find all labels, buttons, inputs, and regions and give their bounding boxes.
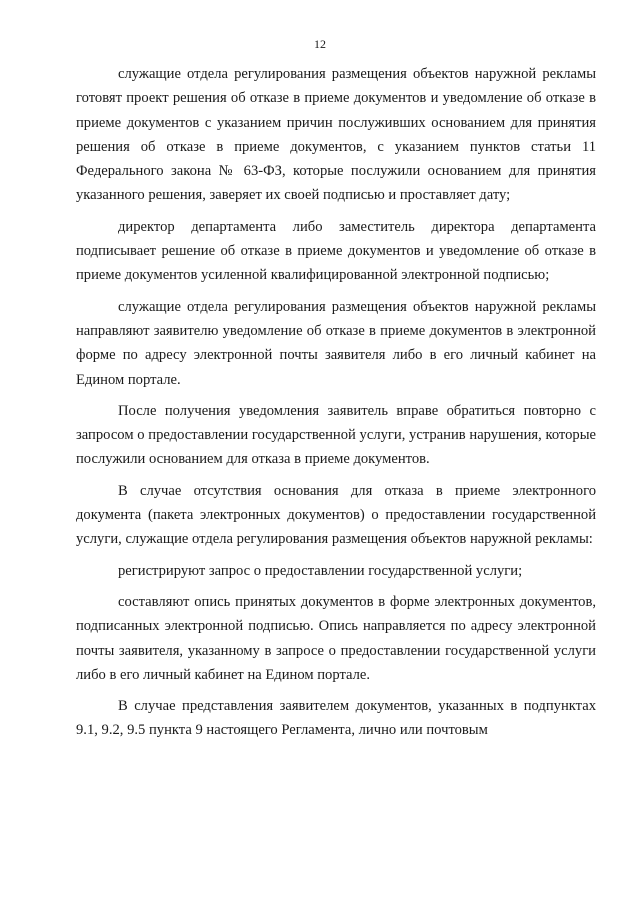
paragraph-8: В случае представления заявителем документов, указанных в подпунктах 9.1, 9.2, 9.5 пункта 9 настоящего Регламента, лично или почтовым	[76, 698, 596, 739]
paragraph-6: регистрируют запрос о предоставлении государственной услуги;	[118, 562, 523, 579]
paragraph-7: составляют опись принятых документов в форме электронных документов, подписанных электронной подписью. Опись направляется по адресу электронной почты заявителя, указанному в запросе о предоставлении государственной услуги либо в его личный кабинет на Едином портале.	[76, 593, 596, 683]
paragraph-2: директор департамента либо заместитель директора департамента подписывает решение об отказе в приеме документов и уведомление об отказе в приеме документов усиленной квалифицированной электронной подписью;	[76, 218, 596, 284]
paragraph-5: В случае отсутствия основания для отказа в приеме электронного документа (пакета электронных документов) о предоставлении государственной услуги, служащие отдела регулирования размещения объектов наружной рекламы:	[76, 482, 596, 548]
paragraph-3: служащие отдела регулирования размещения объектов наружной рекламы направляют заявителю уведомление об отказе в приеме документов в электронной форме по адресу электронной почты заявителя либо в его личный кабинет на Едином портале.	[76, 298, 596, 388]
document-body	[76, 62, 596, 750]
paragraph-1: служащие отдела регулирования размещения объектов наружной рекламы готовят проект решения об отказе в приеме документов и уведомление об отказе в приеме документов с указанием причин послуживших основанием для принятия решения об отказе в приеме документов, с указанием пунктов статьи 11 Федерального закона № 63-ФЗ, которые послужили основанием для принятия указанного решения, заверяет их своей подписью и проставляет дату;	[76, 66, 596, 204]
paragraph-4: После получения уведомления заявитель вправе обратиться повторно с запросом о предоставлении государственной услуги, устранив нарушения, которые послужили основанием для отказа в приеме документов.	[76, 402, 596, 468]
page-number: 12	[314, 37, 326, 51]
